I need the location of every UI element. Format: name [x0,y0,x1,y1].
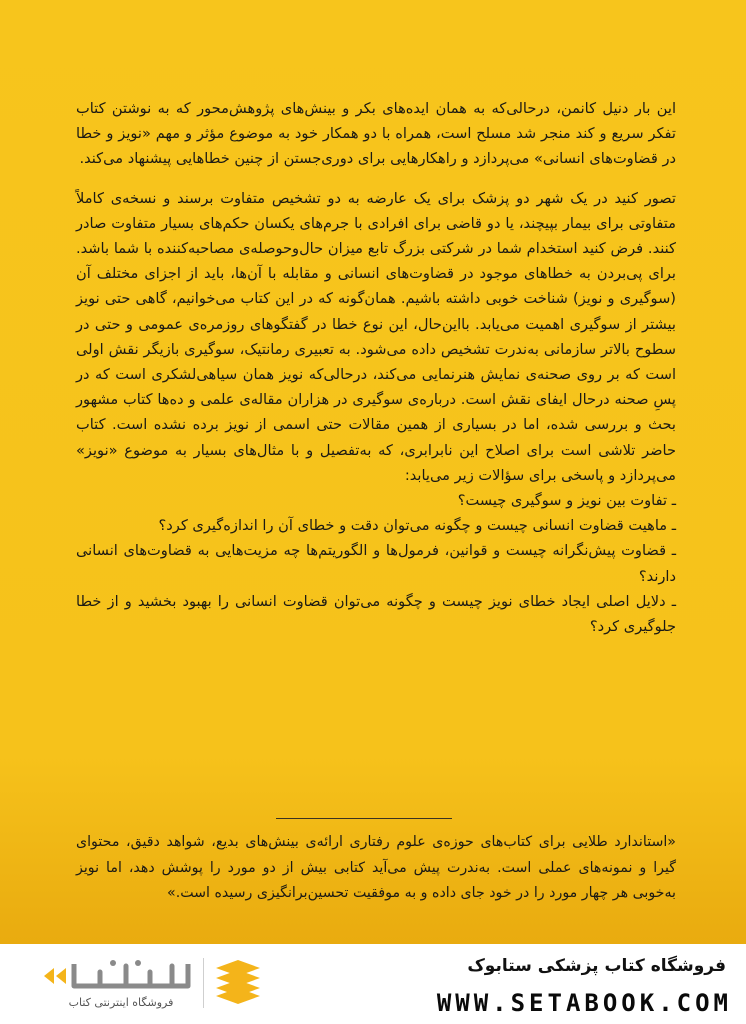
question-2: ـ ماهیت قضاوت انسانی چیست و چگونه می‌توان دقت و خطای آن را اندازه‌گیری کرد؟ [158,517,676,535]
main-paragraph: تصور کنید در یک شهر دو پزشک برای یک عارضه به دو تشخیص متفاوت برسند و نسخه‌ی کاملاً متفاوتی برای بیمار بپیچند، یا دو قاضی برای افرادی با جرم‌های یکسان حکم‌های بسیار متفاوت صادر کنند. فرض کنید استخدام شما در شرکتی بزرگ تابع میزان حال‌وحوصله‌ی مصاحبه‌کننده با شما باشد. برای پی‌بردن به خطاهای موجود در قضاوت‌های انسانی و مقابله با آن‌ها، باید از اجزای مختلف آن (سوگیری و نویز) شناخت خوبی داشته باشیم. همان‌گونه که در این کتاب می‌خوانیم، گاهی حتی نویز بیشتر از سوگیری اهمیت می‌یابد. بااین‌حال، این نوع خطا در گفتگوهای روزمره‌ی عمومی و حتی در سطوح بالاتر سازمانی به‌ندرت تشخیص داده می‌شود. به تعبیری رمانتیک، سوگیری بازیگر نقش اولی است که بر روی صحنه‌ی نمایش هنرنمایی می‌کند، درحالی‌که نویز همان سیاهی‌لشکری است که در پسِ صحنه درحال ایفای نقش است. درباره‌ی سوگیری در هزاران مقاله‌ی علمی و ده‌ها کتاب مشهور بحث و بررسی شده، اما در بسیاری از همین مقالات حتی اسمی از نویز برده نشده است. کتاب حاضر تلاشی است برای اصلاح این نابرابری، که به‌تفصیل و با مثال‌های بسیار به موضوع «نویز» می‌پردازد و پاسخی برای سؤالات زیر می‌یابد: [76,189,676,484]
setabook-book-icon [214,958,262,1006]
logo-tagline: فروشگاه اینترنتی کتاب [68,996,174,1009]
intro-paragraph: این بار دنیل کانمن، درحالی‌که به همان ایده‌های بکر و بینش‌های پژوهش‌محور که به نوشتن کتاب تفکر سریع و کند منجر شد مسلح است، همراه با دو همکار خود به موضوع مؤثر و مهم «نویز و خطا در قضاوت‌های انسانی» می‌پردازد و راهکارهایی برای دوری‌جستن از چنین خطاهایی پیشنهاد می‌کند. [76,100,676,168]
description-text [76,96,676,639]
question-3: ـ قضاوت پیش‌نگرانه چیست و قوانین، فرمول‌ها و الگوریتم‌ها چه مزیت‌هایی به قضاوت‌های انسانی دارند؟ [76,542,676,585]
endorsement-quote: «استاندارد طلایی برای کتاب‌های حوزه‌ی علوم رفتاری ارائه‌ی بینش‌های بدیع، شواهد دقیق، محتوای گیرا و نمونه‌های عملی است. به‌ندرت پیش می‌آید کتابی بیش از دو مورد را پوشش دهد، اما نویز به‌خوبی هر چهار مورد را در خود جای داده و به موفقیت تحسین‌برانگیزی رسیده است.» [76,834,676,901]
shop-url-link[interactable]: WWW.SETABOOK.COM [436,989,732,1017]
shop-name: فروشگاه کتاب پزشکی ستابوک [467,956,726,976]
logo-divider [203,958,204,1008]
setabook-logo [38,954,198,994]
store-footer-banner [0,944,746,1024]
question-4: ـ دلایل اصلی ایجاد خطای نویز چیست و چگونه می‌توان قضاوت انسانی را بهبود بخشید و از خطا جلوگیری کرد؟ [76,592,676,636]
question-1: ـ تفاوت بین نویز و سوگیری چیست؟ [457,492,676,510]
quote-separator [276,818,452,819]
